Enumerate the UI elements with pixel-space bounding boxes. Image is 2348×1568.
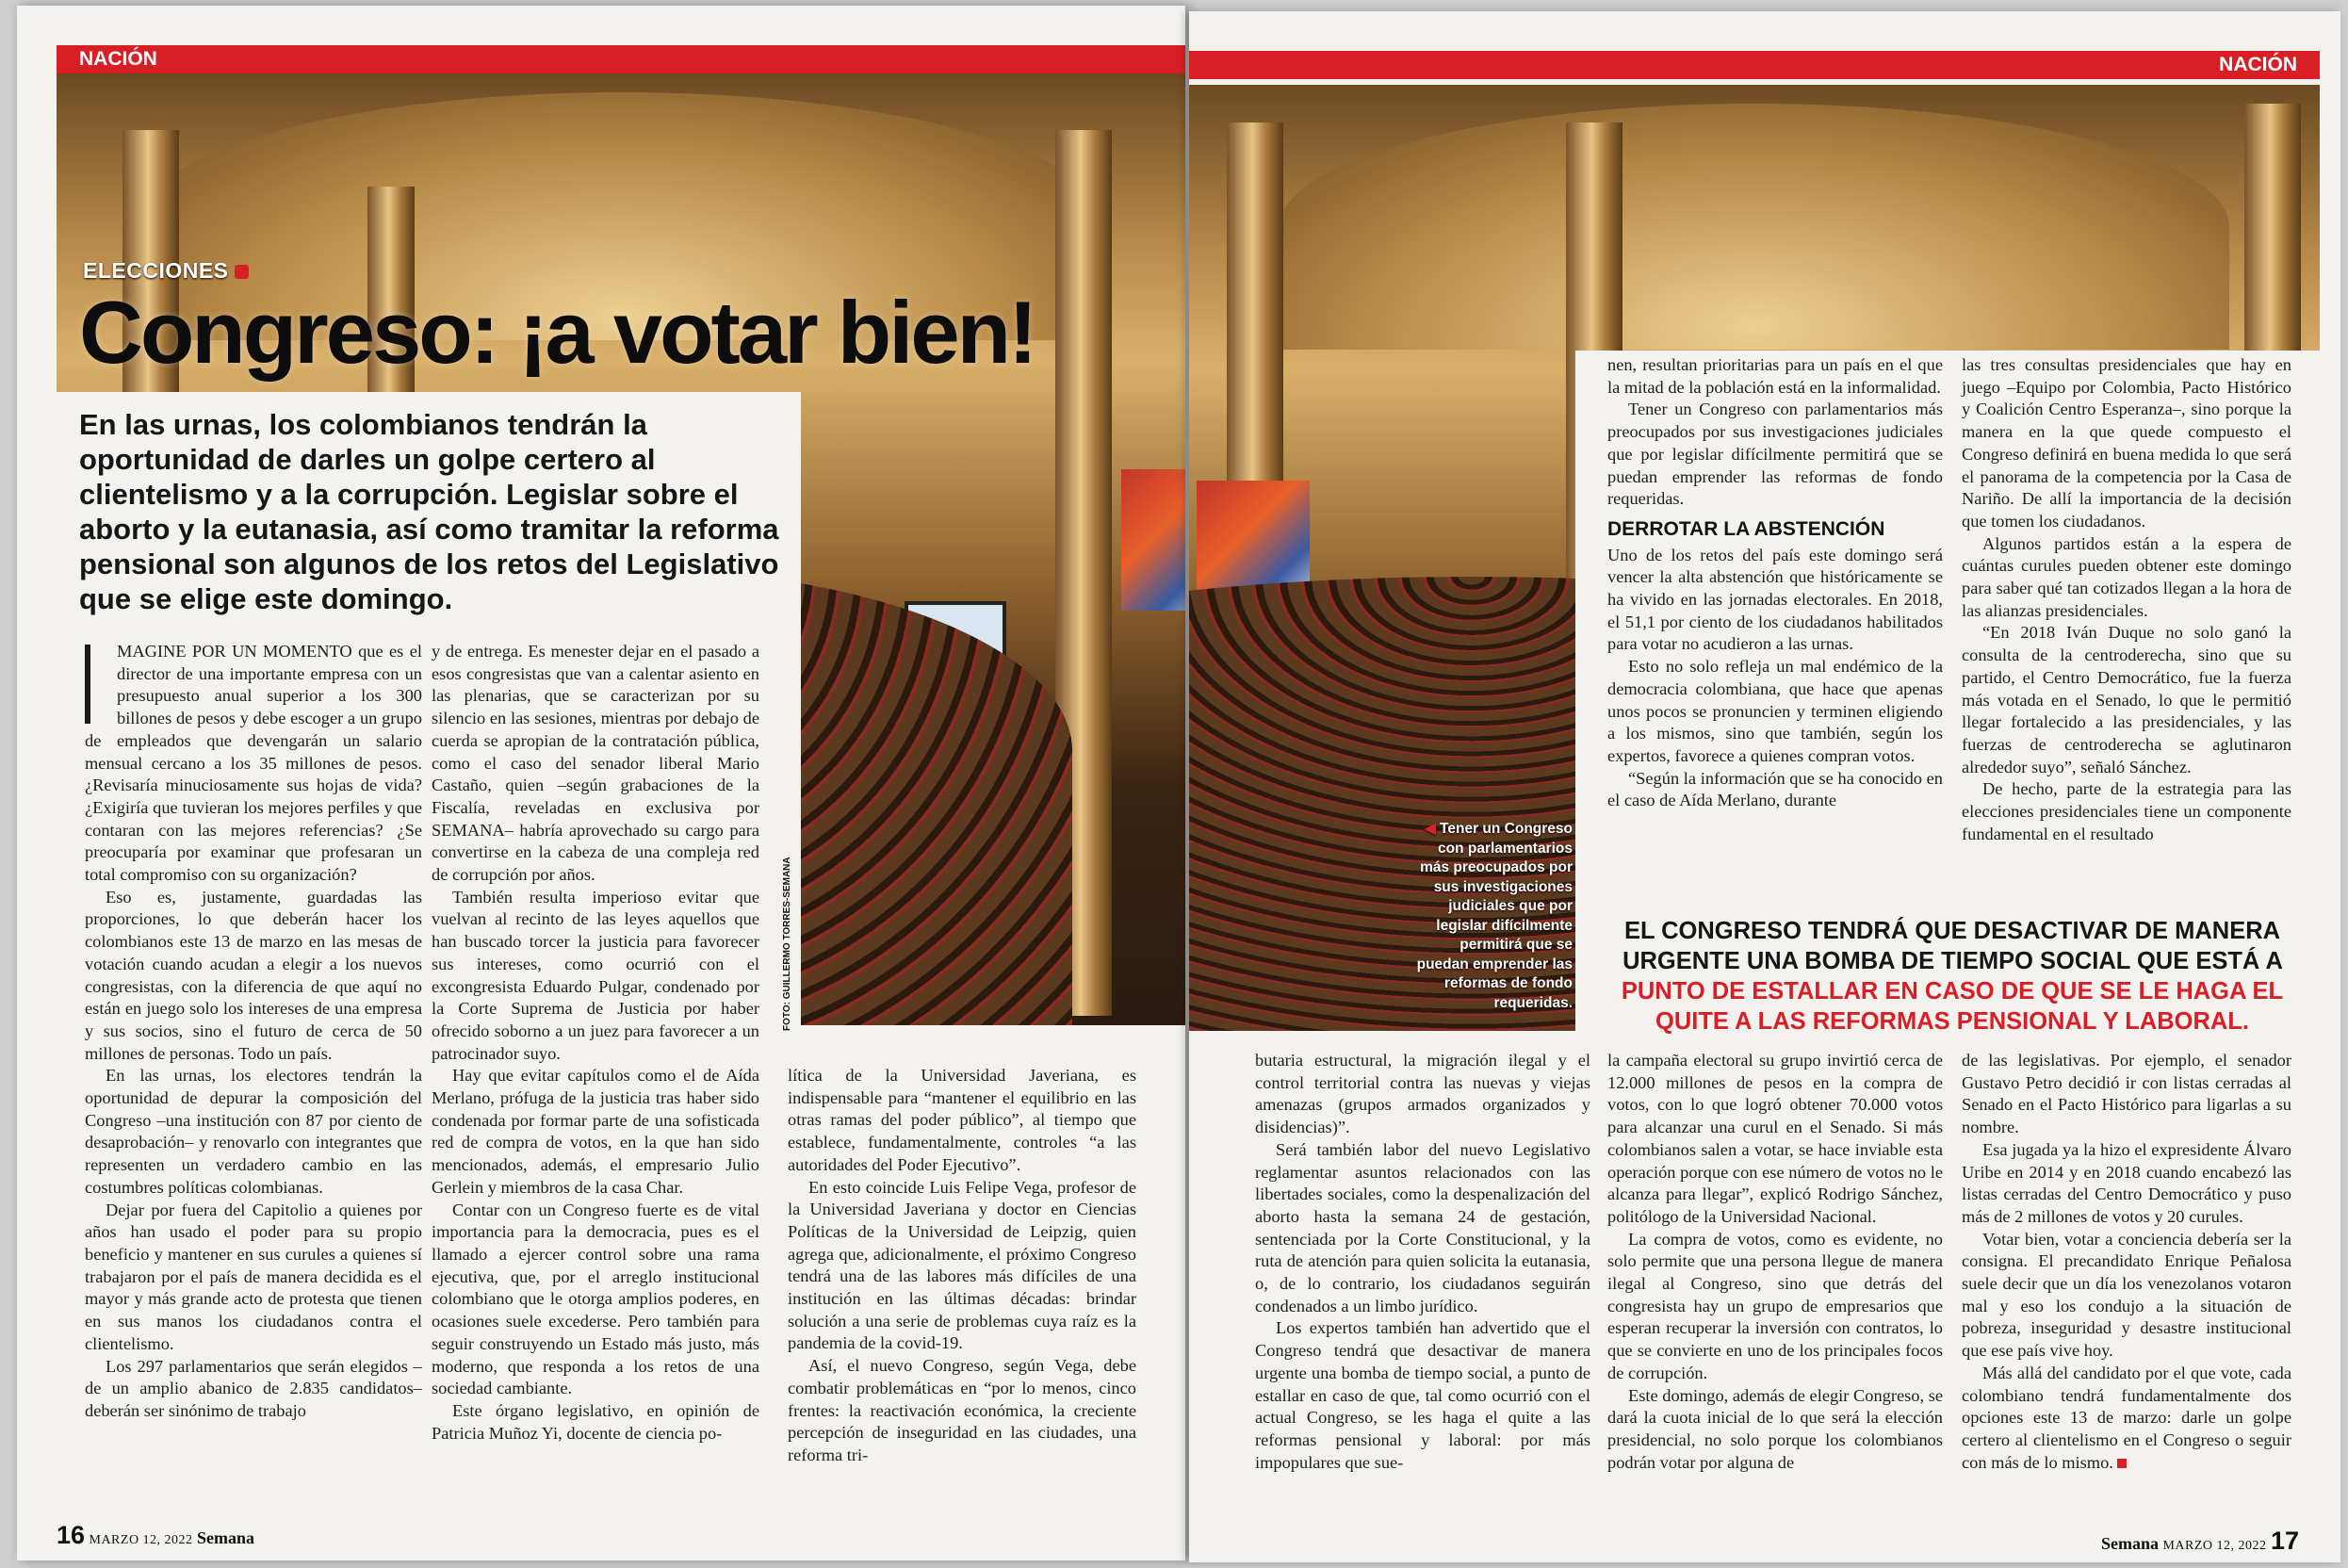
section-bar-right: NACIÓN [1189,51,2320,79]
vault-shape [1280,104,2229,350]
magazine-name: Semana [197,1528,255,1547]
pull-quote [1594,916,2310,1037]
magazine-name: Semana [2100,1534,2159,1553]
paragraph: Los expertos también han advertido que el Congreso tendrá que desactivar de manera urgente una bomba de tiempo social, a punto de estallar en caso de que, tal como ocurrió con el actual Congreso, se les haga el quite a las reformas pensional y laboral: por más impopulares que sue- [1255,1318,1590,1472]
paragraph-text: Más allá del candidato por el que vote, cada colombiano tendrá fundamentalmente dos opciones este 13 de marzo: darle un golpe certero al clientelismo en el Congreso o seguir con más de lo mismo. [1962,1363,2291,1472]
paragraph: Así, el nuevo Congreso, según Vega, debe combatir problemáticas en “por lo menos, cinco frentes: la reactivación económica, la creciente percepción de inseguridad en las ciudades, una reforma tri- [788,1356,1136,1464]
article-top-col-2 [1962,354,2291,845]
paragraph: Este órgano legislativo, en opinión de Patricia Muñoz Yi, docente de ciencia po- [432,1400,759,1443]
paragraph-text: MAGINE POR UN MOMENTO que es el director de una importante empresa con un presupuesto anual superior a los 300 billones de pesos y debe escoger a un grupo de empleados que devengarán un salario mensual cercano a los 35 millones de pesos. ¿Revisaría minuciosamente sus hojas de vida? ¿Exigiría que tuvieran los mejores perfiles y que contaran con las mejores referencias? ¿Se preocuparía por examinar que profesaran un total compromiso con su organización? [85,642,422,885]
paragraph: de las legislativas. Por ejemplo, el senador Gustavo Petro decidió ir con listas cerradas al Senado en el Pacto Histórico para ligarlas a su nombre. [1962,1051,2291,1137]
article-bottom-col-2 [1607,1050,1943,1474]
subhead: DERROTAR LA ABSTENCIÓN [1607,517,1885,540]
paragraph: nen, resultan prioritarias para un país en el que la mitad de la población está en la informalidad. [1607,355,1943,397]
article-bottom-col-1 [1255,1050,1590,1474]
section-bar-left: NACIÓN [57,45,1185,74]
left-page [17,6,1185,1560]
paragraph: y de entrega. Es menester dejar en el pasado a esos congresistas que van a calentar asiento en las plenarias, que se caracterizan por su silencio en las sesiones, mientras por debajo de cuerda se apropian de la contratación pública, como el caso del senador liberal Mario Castaño, quien –según grabaciones de la Fiscalía, reveladas en exclusiva por SEMANA– habría aprovechado su cargo para convertirse en la cabeza de una compleja red de corrupción por años. [432,642,759,885]
kicker-label: ELECCIONES [83,258,229,283]
issue-date: MARZO 12, 2022 [89,1533,193,1547]
paragraph: Los 297 parlamentarios que serán elegidos –de un amplio abanico de 2.835 candidatos– deberán ser sinónimo de trabajo [85,1356,422,1420]
folio-left [57,1521,254,1550]
article-bottom-col-3 [1962,1050,2291,1474]
paragraph: Esto no solo refleja un mal endémico de la democracia colombiana, que hace que apenas unos pocos se pronuncien y terminen eligiendo a los mismos, sino que también, según los expertos, favorece a quienes compran votos. [1607,657,1943,765]
paragraph: las tres consultas presidenciales que hay en juego –Equipo por Colombia, Pacto Histórico y Coalición Centro Esperanza–, sino porque la manera en la que quede compuesto el Congreso definirá en buena medida lo que será el panorama de la competencia por la Casa de Nariño. De allí la importancia de la decisión que tomen los ciudadanos. [1962,355,2291,531]
paragraph: Será también labor del nuevo Legislativo reglamentar asuntos relacionados con las libertades sociales, como la despenalización del aborto hasta la semana 24 de gestación, sentenciada por la Corte Constitucional, y la ruta de atención para quien solicita la eutanasia, o, de lo contrario, los ciudadanos seguirán condenados a un limbo jurídico. [1255,1139,1590,1315]
paragraph: Algunos partidos están a la espera de cuántas curules pueden obtener este domingo para saber qué tan cotizados llegan a la hora de las alianzas presidenciales. [1962,533,2291,620]
folio-right [2101,1527,2299,1556]
paragraph: También resulta imperioso evitar que vuelvan al recinto de las leyes aquellos que han buscado torcer la justicia para favorecer sus intereses, como ocurrió con el excongresista Eduardo Pulgar, condenado por la Corte Suprema de Justicia por haber ofrecido soborno a un juez para favorecer a un patrocinador suyo. [432,887,759,1063]
article-top-col-1 [1607,354,1943,812]
kicker [83,258,249,284]
paragraph: lítica de la Universidad Javeriana, es indispensable para “mantener el equilibrio en las otras ramas del poder público”, al tiempo que establece, fundamentalmente, controles “a las autoridades del Poder Ejecutivo”. [788,1066,1136,1174]
article-col-3 [788,1065,1136,1467]
photo-caption [1407,820,1573,1013]
paragraph [1962,1363,2291,1475]
paragraph: Votar bien, votar a conciencia debería ser la consigna. El precandidato Enrique Peñalosa suele decir que un día los venezolanos votaron mal y eso los condujo a la situación de pobreza, inseguridad y desastre institucional que ese país vive hoy. [1962,1229,2291,1361]
caption-arrow-icon: ◀ [1424,821,1436,837]
paragraph [85,641,422,887]
paragraph: butaria estructural, la migración ilegal y el control territorial contra las nuevas y viejas amenazas (grupos armados organizados y disidencias)”. [1255,1051,1590,1137]
page-number: 16 [57,1521,86,1549]
paragraph: De hecho, parte de la estrategia para las elecciones presidenciales tiene un componente fundamental en el resultado [1962,779,2291,843]
paragraph: “En 2018 Iván Duque no solo ganó la consulta de la centroderecha, sino que su partido, el Centro Democrático, fue la fuerza más votada en el Senado, lo que le permitió llegar fortalecido a las presidenciales, y las fuerzas de centroderecha se aglutinaron alrededor suyo”, señaló Sánchez. [1962,623,2291,776]
drop-cap-i [85,645,111,724]
photo-credit: FOTO: GUILLERMO TORRES-SEMANA [782,857,792,1031]
pull-quote-black: EL CONGRESO TENDRÁ QUE DESACTIVAR DE MANERA URGENTE UNA BOMBA DE TIEMPO SOCIAL QUE ESTÁ A [1622,918,2282,974]
issue-date: MARZO 12, 2022 [2162,1539,2267,1553]
article-col-1 [85,641,422,1423]
paragraph: Eso es, justamente, guardadas las proporciones, lo que deberán hacer los colombianos este 13 de marzo en las mesas de votación cuando acudan a elegir a los nuevos congresistas, con la diferencia de que aquí no están en juego solo los intereses de una empresa y sus socios, sino el futuro de cerca de 50 millones de personas. Todo un país. [85,887,422,1063]
paragraph: Dejar por fuera del Capitolio a quienes por años han usado el poder para su propio beneficio y mantener en sus curules a quienes sí trabajaron por el país de manera decidida es el mayor y más grande acto de protesta que tienen en sus manos los ciudadanos contra el clientelismo. [85,1200,422,1353]
page-number: 17 [2270,1527,2299,1555]
paragraph: La compra de votos, como es evidente, no solo permite que una persona llegue de manera ilegal al Congreso, sino que detrás del congresista hay un grupo de empresarios que esperan recuperar la inversión con contratos, lo que se convierte en uno de los principales focos de corrupción. [1607,1229,1943,1382]
mural [1121,469,1185,611]
paragraph: Esa jugada ya la hizo el expresidente Álvaro Uribe en 2014 y en 2018 cuando encabezó las listas cerradas del Centro Democrático y puso más de 2 millones de votos y 20 curules. [1962,1139,2291,1226]
paragraph: la campaña electoral su grupo invirtió cerca de 12.000 millones de pesos en la compra de votos, con lo que logró obtener 70.000 votos para alcanzar una curul en el Senado. Si más colombianos salen a votar, se hace inviable esta operación porque con ese número de votos no le alcanza para llegar”, explicó Rodrigo Sánchez, politólogo de la Universidad Nacional. [1607,1051,1943,1226]
pull-quote-red: PUNTO DE ESTALLAR EN CASO DE QUE SE LE HAGA EL QUITE A LAS REFORMAS PENSIONAL Y LABORAL. [1621,978,2284,1035]
right-page [1189,11,2340,1562]
paragraph: Tener un Congreso con parlamentarios más preocupados por sus investigaciones judiciales que por legislar difícilmente permitirá que se puedan emprender las reformas de fondo requeridas. [1607,400,1943,509]
paragraph: Contar con un Congreso fuerte es de vital importancia para la democracia, pues es el llamado a ejercer control sobre una rama ejecutiva, que, por el arreglo institucional colombiano que le otorga amplios poderes, en ocasiones suele excederse. Pero también para seguir construyendo un Estado más justo, más moderno, que responda a los retos de una sociedad cambiante. [432,1200,759,1398]
caption-text: Tener un Congreso con parlamentarios más preocupados por sus investigaciones judiciales que por legislar difícilmente permitirá que se puedan emprender las reformas de fondo requeridas. [1416,821,1573,1011]
kicker-square-icon [235,265,249,279]
headline: Congreso: ¡a votar bien! [79,283,1035,382]
deck: En las urnas, los colombianos tendrán la oportunidad de darles un golpe certero al clientelismo y a la corrupción. Legislar sobre el aborto y la eutanasia, así como tramitar la reforma pensional son algunos de los retos del Legislativo que se elige este domingo. [79,408,779,615]
paragraph: En esto coincide Luis Felipe Vega, profesor de la Universidad Javeriana y doctor en Ciencias Políticas de la Universidad de Leipzig, quien agrega que, adicionalmente, el próximo Congreso tendrá una de las labores más difíciles de una institución en las últimas décadas: brindar solución a una serie de problemas cuya raíz es la pandemia de la covid-19. [788,1177,1136,1353]
paragraph: “Según la información que se ha conocido en el caso de Aída Merlano, durante [1607,768,1943,810]
paragraph: Este domingo, además de elegir Congreso, se dará la cuota inicial de lo que será la elección presidencial, no solo porque los colombianos podrán votar por alguna de [1607,1385,1944,1472]
paragraph: En las urnas, los electores tendrán la oportunidad de depurar la composición del Congreso –una institución con 87 por ciento de desaprobación– y renovarlo con integrantes que representen un verdadero cambio en las costumbres políticas colombianas. [85,1066,422,1197]
end-mark-icon [2117,1459,2127,1468]
paragraph: Uno de los retos del país este domingo será vencer la alta abstención que históricamente se ha vivido en las jornadas electorales. En 2018, el 51,1 por ciento de los ciudadanos habilitados para votar no acudieron a las urnas. [1607,545,1943,654]
paragraph: Hay que evitar capítulos como el de Aída Merlano, prófuga de la justicia tras haber sido condenada por formar parte de una sofisticada red de compra de votos, en la que han sido mencionados, además, el empresario Julio Gerlein y miembros de la casa Char. [432,1066,759,1197]
article-col-2 [432,641,759,1445]
